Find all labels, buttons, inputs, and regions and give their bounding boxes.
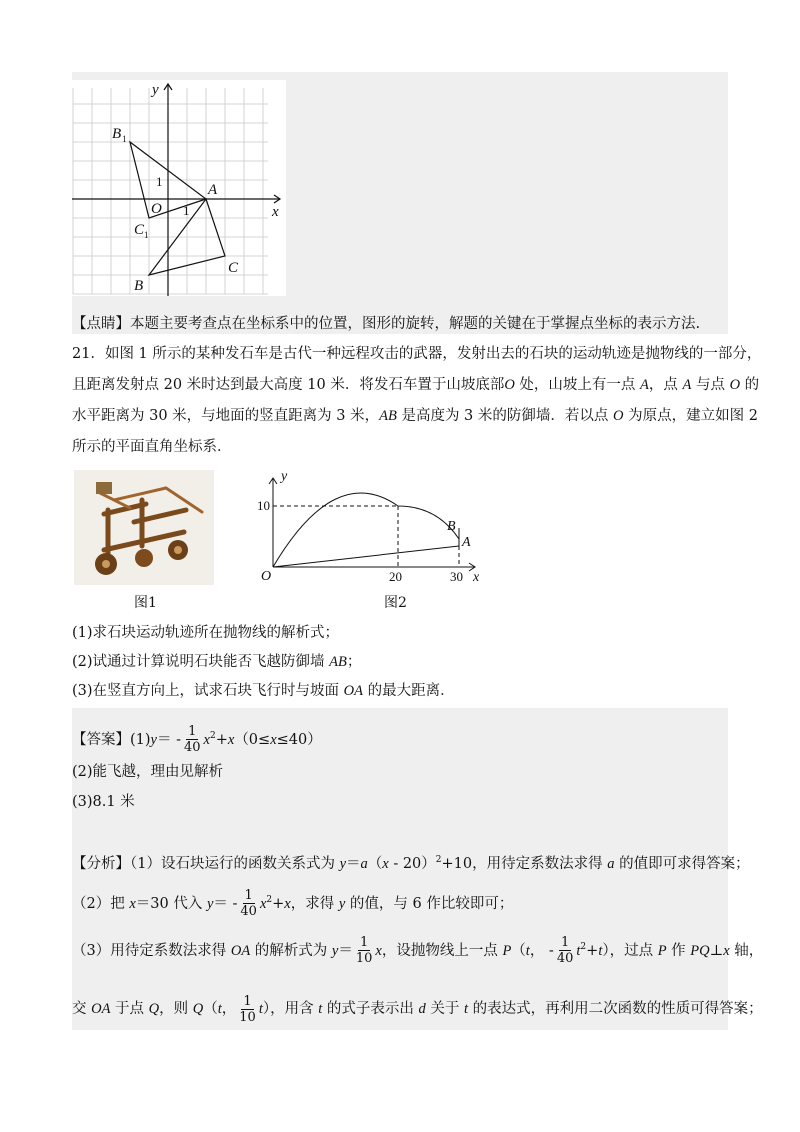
var: t <box>217 1001 222 1017</box>
text: 的式子表示出 <box>322 1001 419 1017</box>
question-3 <box>72 680 455 702</box>
var: OA <box>91 1001 111 1017</box>
var: O <box>613 408 624 424</box>
text: ， <box>221 1001 237 1017</box>
var: x <box>129 895 136 912</box>
text: 于点 <box>110 1001 149 1017</box>
var: a <box>360 855 368 872</box>
question-2 <box>72 651 361 673</box>
superscript: 2 <box>580 942 587 952</box>
analysis-line-4 <box>72 992 763 1026</box>
superscript: 2 <box>209 731 216 741</box>
grid-label-b1: B <box>112 126 122 142</box>
text: 是高度为 3 米的防御墙．若以点 <box>396 408 614 424</box>
catapult-photo <box>74 470 214 585</box>
denominator: 40 <box>556 951 574 967</box>
text: 作 <box>666 942 691 959</box>
problem-line-2 <box>72 374 759 396</box>
text: (2)试通过计算说明石块能否飞越防御墙 <box>72 654 330 670</box>
superscript: 2 <box>435 855 442 865</box>
comment-text: 【点睛】本题主要考查点在坐标系中的位置，图形的旋转，解题的关键在于掌握点坐标的表示方法. <box>72 316 701 332</box>
text: (3)在竖直方向上，试求石块飞行时与坡面 <box>72 683 344 699</box>
answer-line-2: (2)能飞越，理由见解析 <box>72 764 224 780</box>
superscript: 2 <box>266 895 273 905</box>
var: a <box>607 855 615 872</box>
grid-label-c1-sub: 1 <box>144 230 149 240</box>
text: 与点 <box>691 377 730 393</box>
var: y <box>339 855 347 872</box>
var: AB <box>379 408 397 424</box>
text: 的值即可求得答案； <box>614 855 750 872</box>
text: （0≤ <box>234 731 271 748</box>
text: (1) <box>130 731 151 748</box>
text: （1）设石块运行的函数关系式为 <box>130 855 340 872</box>
text: +10，用待定系数法求得 <box>441 855 608 872</box>
var: t <box>576 942 581 959</box>
text: ），过点 <box>602 942 658 959</box>
grid-label-x: x <box>272 204 279 220</box>
text: 的 <box>740 377 760 393</box>
text: ，则 <box>159 1001 193 1017</box>
text: ，求得 <box>290 895 339 912</box>
text: ； <box>346 654 362 670</box>
grid-label-a: A <box>208 182 218 198</box>
graph-label-o: O <box>261 569 272 584</box>
graph-label-x: x <box>473 570 480 585</box>
analysis-label: 【分析】 <box>72 855 130 872</box>
figure-1-caption: 图1 <box>134 595 157 611</box>
var: t <box>598 942 603 959</box>
var: x <box>284 895 291 912</box>
var: x <box>270 731 277 748</box>
grid-label-b: B <box>134 278 144 294</box>
var: PQ <box>690 942 710 959</box>
text: 关于 <box>425 1001 464 1017</box>
var: x <box>203 731 210 748</box>
graph-twenty: 20 <box>389 569 402 584</box>
graph-label-b: B <box>447 519 456 534</box>
var: O <box>504 377 515 393</box>
text: ＝30 代入 <box>135 895 207 912</box>
denominator: 10 <box>355 951 373 967</box>
question-1: (1)求石块运动轨迹所在抛物线的解析式； <box>72 625 340 641</box>
text: 为原点，建立如图 2 <box>623 408 758 424</box>
fraction <box>354 935 375 966</box>
text: 的解析式为 <box>250 942 332 959</box>
text: ），用含 <box>262 1001 319 1017</box>
text: + <box>215 731 228 748</box>
var: t <box>525 942 530 959</box>
text: 处，山坡上有一点 <box>514 377 641 393</box>
answer-label: 【答案】 <box>72 731 130 748</box>
problem-line-4: 所示的平面直角坐标系． <box>72 439 232 455</box>
text: + <box>272 895 285 912</box>
answer-line-3: (3)8.1 米 <box>72 794 135 810</box>
fraction <box>555 935 576 966</box>
answer-line-1 <box>72 719 322 757</box>
text: 的值，与 6 作比较即可； <box>345 895 514 912</box>
var: OA <box>230 942 251 959</box>
text: （2）把 <box>72 895 130 912</box>
grid-label-c: C <box>228 260 239 276</box>
denominator: 40 <box>240 904 257 920</box>
text: - 20） <box>388 855 436 872</box>
figure-2-caption: 图2 <box>384 595 407 611</box>
grid-coordinate-figure <box>72 80 286 296</box>
text: - <box>544 942 554 959</box>
var: y <box>150 731 157 748</box>
text: + <box>586 942 599 959</box>
text: ⊥ <box>709 942 724 959</box>
numerator: 1 <box>243 993 252 1009</box>
problem-line-3 <box>72 405 758 427</box>
var: t <box>258 1001 263 1017</box>
text: ＝ - <box>213 895 238 912</box>
var: P <box>657 942 667 959</box>
numerator: 1 <box>244 888 253 904</box>
var: t <box>318 1001 323 1017</box>
text: 交 <box>72 1001 92 1017</box>
analysis-line-3 <box>72 930 763 968</box>
var: AB <box>329 654 347 670</box>
var: OA <box>343 683 363 699</box>
fraction <box>182 724 203 755</box>
text: 的最大距离． <box>363 683 455 699</box>
var: t <box>463 1001 468 1017</box>
text: 的表达式，再利用二次函数的性质可得答案； <box>467 1001 763 1017</box>
grid-label-one-x: 1 <box>183 203 190 218</box>
var: A <box>682 377 692 393</box>
graph-label-a: A <box>462 535 471 550</box>
numerator: 1 <box>359 935 369 951</box>
var: y <box>338 895 346 912</box>
denominator: 10 <box>239 1009 256 1025</box>
fraction <box>237 994 258 1025</box>
text: ， <box>529 942 545 959</box>
grid-label-o: O <box>151 201 162 217</box>
var: x <box>382 855 389 872</box>
parabola-graph <box>255 466 485 588</box>
text: （ <box>511 942 526 959</box>
numerator: 1 <box>188 724 197 740</box>
var: A <box>640 377 649 393</box>
text: ＝ <box>346 855 361 872</box>
text: （3）用待定系数法求得 <box>72 942 231 959</box>
grid-label-c1: C <box>134 222 145 238</box>
text: （ <box>367 855 383 872</box>
var: O <box>729 377 741 393</box>
var: d <box>418 1001 426 1017</box>
fraction <box>238 888 259 919</box>
text: 水平距离为 30 米，与地面的竖直距离为 3 米， <box>72 408 380 424</box>
grid-label-b1-sub: 1 <box>122 134 127 144</box>
var: y <box>331 942 339 959</box>
var: x <box>259 895 267 912</box>
var: x <box>723 942 730 959</box>
text: ，设抛物线上一点 <box>381 942 503 959</box>
var: x <box>227 731 235 748</box>
numerator: 1 <box>560 935 570 951</box>
analysis-line-2 <box>72 883 513 921</box>
text: ＝ - <box>156 731 181 748</box>
var: y <box>206 895 214 912</box>
grid-label-y: y <box>152 82 159 98</box>
text: ，点 <box>648 377 683 393</box>
var: x <box>375 942 382 959</box>
grid-label-one-y: 1 <box>156 174 163 189</box>
graph-ten: 10 <box>257 498 270 513</box>
var: Q <box>192 1001 204 1017</box>
var: Q <box>148 1001 160 1017</box>
text: 轴， <box>729 942 764 959</box>
analysis-line-1 <box>72 849 750 875</box>
denominator: 40 <box>184 740 201 756</box>
text: ＝ <box>338 942 353 959</box>
text: 且距离发射点 20 米时达到最大高度 10 米．将发石车置于山坡底部 <box>72 377 505 393</box>
graph-label-y: y <box>281 469 288 484</box>
problem-line-1: 21．如图 1 所示的某种发石车是古代一种远程攻击的武器，发射出去的石块的运动轨迹是抛物线的一部分， <box>72 346 762 362</box>
text: ≤40） <box>276 731 322 748</box>
graph-thirty: 30 <box>450 569 463 584</box>
var: P <box>502 942 512 959</box>
text: （ <box>203 1001 218 1017</box>
